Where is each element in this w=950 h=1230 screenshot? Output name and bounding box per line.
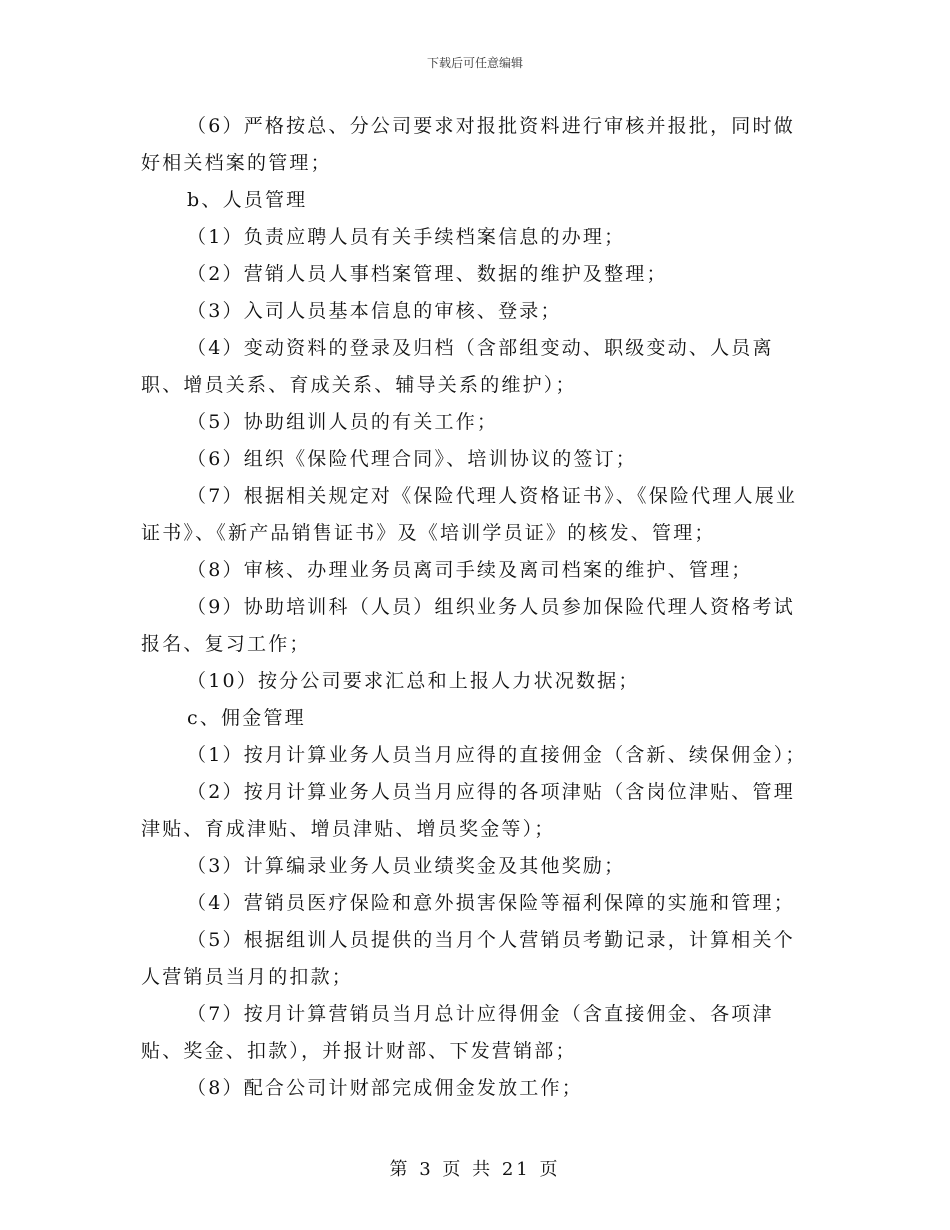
page-header: 下载后可任意编辑: [426, 56, 523, 70]
document-body: [141, 108, 813, 1107]
paragraph: （3）计算编录业务人员业绩奖金及其他奖励；: [187, 855, 626, 877]
paragraph: （6）组织《保险代理合同》、培训协议的签订；: [187, 448, 637, 470]
paragraph: （4）营销员医疗保险和意外损害保险等福利保障的实施和管理；: [187, 892, 795, 914]
paragraph: （10）按分公司要求汇总和上报人力状况数据；: [187, 670, 640, 692]
paragraph: （2）按月计算业务人员当月应得的各项津贴（含岗位津贴、管理津贴、育成津贴、增员津贴、增员奖金等）；: [141, 781, 795, 840]
paragraph: （7）根据相关规定对《保险代理人资格证书》、《保险代理人展业证书》、《新产品销售证书》及《培训学员证》的核发、管理；: [141, 485, 798, 544]
paragraph: （5）根据组训人员提供的当月个人营销员考勤记录，计算相关个人营销员当月的扣款；: [141, 929, 795, 988]
paragraph: （7）按月计算营销员当月总计应得佣金（含直接佣金、各项津贴、奖金、扣款），并报计财部、下发营销部；: [141, 1003, 774, 1062]
section-heading: b、人员管理: [187, 189, 308, 211]
paragraph: （9）协助培训科（人员）组织业务人员参加保险代理人资格考试报名、复习工作；: [141, 596, 795, 655]
paragraph: （1）负责应聘人员有关手续档案信息的办理；: [187, 226, 626, 248]
section-heading: c、佣金管理: [187, 707, 306, 729]
paragraph: （8）审核、办理业务员离司手续及离司档案的维护、管理；: [187, 559, 753, 581]
page-number: 第 3 页 共 21 页: [389, 1159, 561, 1180]
paragraph: （8）配合公司计财部完成佣金发放工作；: [187, 1077, 583, 1099]
paragraph: （1）按月计算业务人员当月应得的直接佣金（含新、续保佣金）；: [187, 744, 807, 766]
paragraph: （3）入司人员基本信息的审核、登录；: [187, 300, 562, 322]
paragraph: （2）营销人员人事档案管理、数据的维护及整理；: [187, 263, 668, 285]
paragraph: （6）严格按总、分公司要求对报批资料进行审核并报批，同时做好相关档案的管理；: [141, 115, 795, 174]
paragraph: （5）协助组训人员的有关工作；: [187, 411, 499, 433]
paragraph: （4）变动资料的登录及归档（含部组变动、职级变动、人员离职、增员关系、育成关系、辅导关系的维护）；: [141, 337, 774, 396]
